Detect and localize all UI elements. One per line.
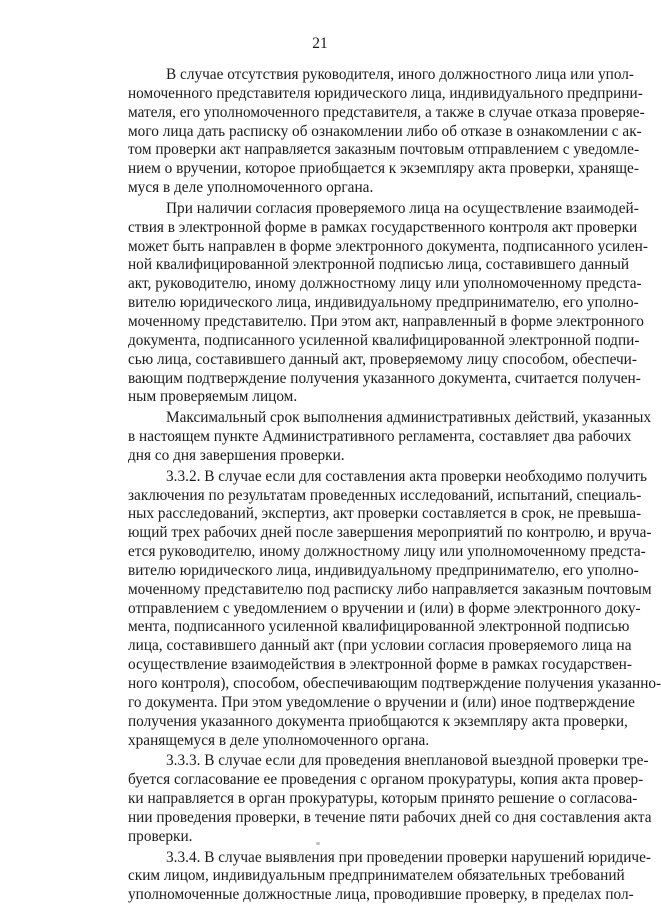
paragraph (90, 752, 652, 846)
text-line: ется руководителю, иному должностному лицу или уполномоченному предста- (128, 543, 646, 561)
text-line: вителю юридического лица, индивидуальному предпринимателю, его уполно- (128, 294, 639, 312)
text-line: 3.3.3. В случае если для проведения внеплановой выездной проверки тре- (166, 752, 649, 770)
text-line: документа, подписанного усиленной квалифицированной электронной подпи- (128, 331, 640, 349)
text-line: В случае отсутствия руководителя, иного должностного лица или упол- (166, 66, 635, 83)
text-line: может быть направлен в форме электронного документа, подписанного усилен- (128, 237, 648, 255)
text-line: сью лица, составившего данный акт, проверяемому лицу способом, обеспечи- (128, 350, 637, 368)
paragraph (90, 66, 645, 198)
text-line: ной квалифицированной электронной подписью лица, составившего данный (128, 256, 630, 274)
text-line: ским лицом, индивидуальным предпринимателем обязательных требований (128, 867, 625, 885)
text-line: хранящемуся в деле уполномоченного органа. (128, 731, 430, 749)
scan-artifact (316, 842, 320, 845)
document-body (90, 66, 661, 905)
text-line: 3.3.2. В случае если для составления акта проверки необходимо получить (166, 467, 647, 485)
text-line: ных расследований, экспертиз, акт проверки составляется в срок, не превыша- (128, 505, 642, 523)
text-line: мателя, его уполномоченного представителя, а также в случае отказа проверяе- (128, 103, 645, 121)
text-line: мого лица дать расписку об ознакомлении либо об отказе в ознакомлении с ак- (128, 122, 642, 140)
text-line: ствия в электронной форме в рамках государственного контроля акт проверки (128, 218, 638, 236)
text-line: вающим подтверждение получения указанного документа, считается получен- (128, 369, 641, 387)
text-line: проверки. (128, 827, 193, 845)
text-line: дня со дня завершения проверки. (128, 446, 345, 464)
text-line: 3.3.4. В случае выявления при проведении проверки нарушений юридиче- (166, 848, 651, 866)
text-line: буется согласование ее проведения с органом прокуратуры, копия акта провер- (128, 771, 644, 789)
text-line: номоченного представителя юридического лица, индивидуального предприни- (128, 84, 643, 102)
text-line: Максимальный срок выполнения административных действий, указанных (166, 409, 652, 427)
text-line: При наличии согласия проверяемого лица на осуществление взаимодей- (166, 199, 639, 217)
text-line: уполномоченные должностные лица, проводившие проверку, в пределах пол- (128, 886, 634, 904)
text-line: том проверки акт направляется заказным почтовым отправлением с уведомле- (128, 141, 640, 159)
text-line: получения указанного документа приобщаются к экземпляру акта проверки, (128, 712, 628, 730)
text-line: отправлением с уведомлением о вручении и (или) в форме электронного доку- (128, 599, 641, 617)
text-line: моченному представителю под расписку либо направляется заказным почтовым (128, 580, 652, 598)
text-line: муся в деле уполномоченного органа. (128, 179, 374, 197)
text-line: заключения по результатам проведенных исследований, испытаний, специаль- (128, 486, 642, 504)
text-line: ки направляется в орган прокуратуры, которым принято решение о согласова- (128, 790, 638, 808)
paragraph (90, 409, 652, 466)
text-line: нии проведения проверки, в течение пяти рабочих дней со дня составления акта (128, 808, 652, 826)
paragraph (90, 848, 651, 905)
text-line: ющий трех рабочих дней после завершения мероприятий по контролю, и вруча- (128, 524, 652, 542)
text-line: ным проверяемым лицом. (128, 388, 298, 406)
text-line: акт, руководителю, иному должностному лицу или уполномоченному предста- (128, 275, 642, 293)
text-line: вителю юридического лица, индивидуальному предпринимателю, его уполно- (128, 561, 639, 579)
text-line: моченному представителю. При этом акт, направленный в форме электронного (128, 312, 644, 330)
text-line: нием о вручении, которое приобщается к экземпляру акта проверки, хранящe- (128, 160, 639, 178)
text-line: осуществление взаимодействия в электронной форме в рамках государствен- (128, 656, 632, 674)
text-line: в настоящем пункте Административного регламента, составляет два рабочих (128, 428, 632, 446)
paragraph (90, 467, 661, 751)
page-number: 21 (312, 35, 328, 52)
text-line: лица, составившего данный акт (при условии согласия проверяемого лица на (128, 637, 632, 655)
text-line: го документа. При этом уведомление о вручении и (или) иное подтверждение (128, 693, 635, 711)
text-line: мента, подписанного усиленной квалифицированной электронной подписью (128, 618, 630, 636)
text-line: ного контроля), способом, обеспечивающим подтверждение получения указанно- (128, 675, 661, 692)
paragraph (90, 199, 648, 407)
